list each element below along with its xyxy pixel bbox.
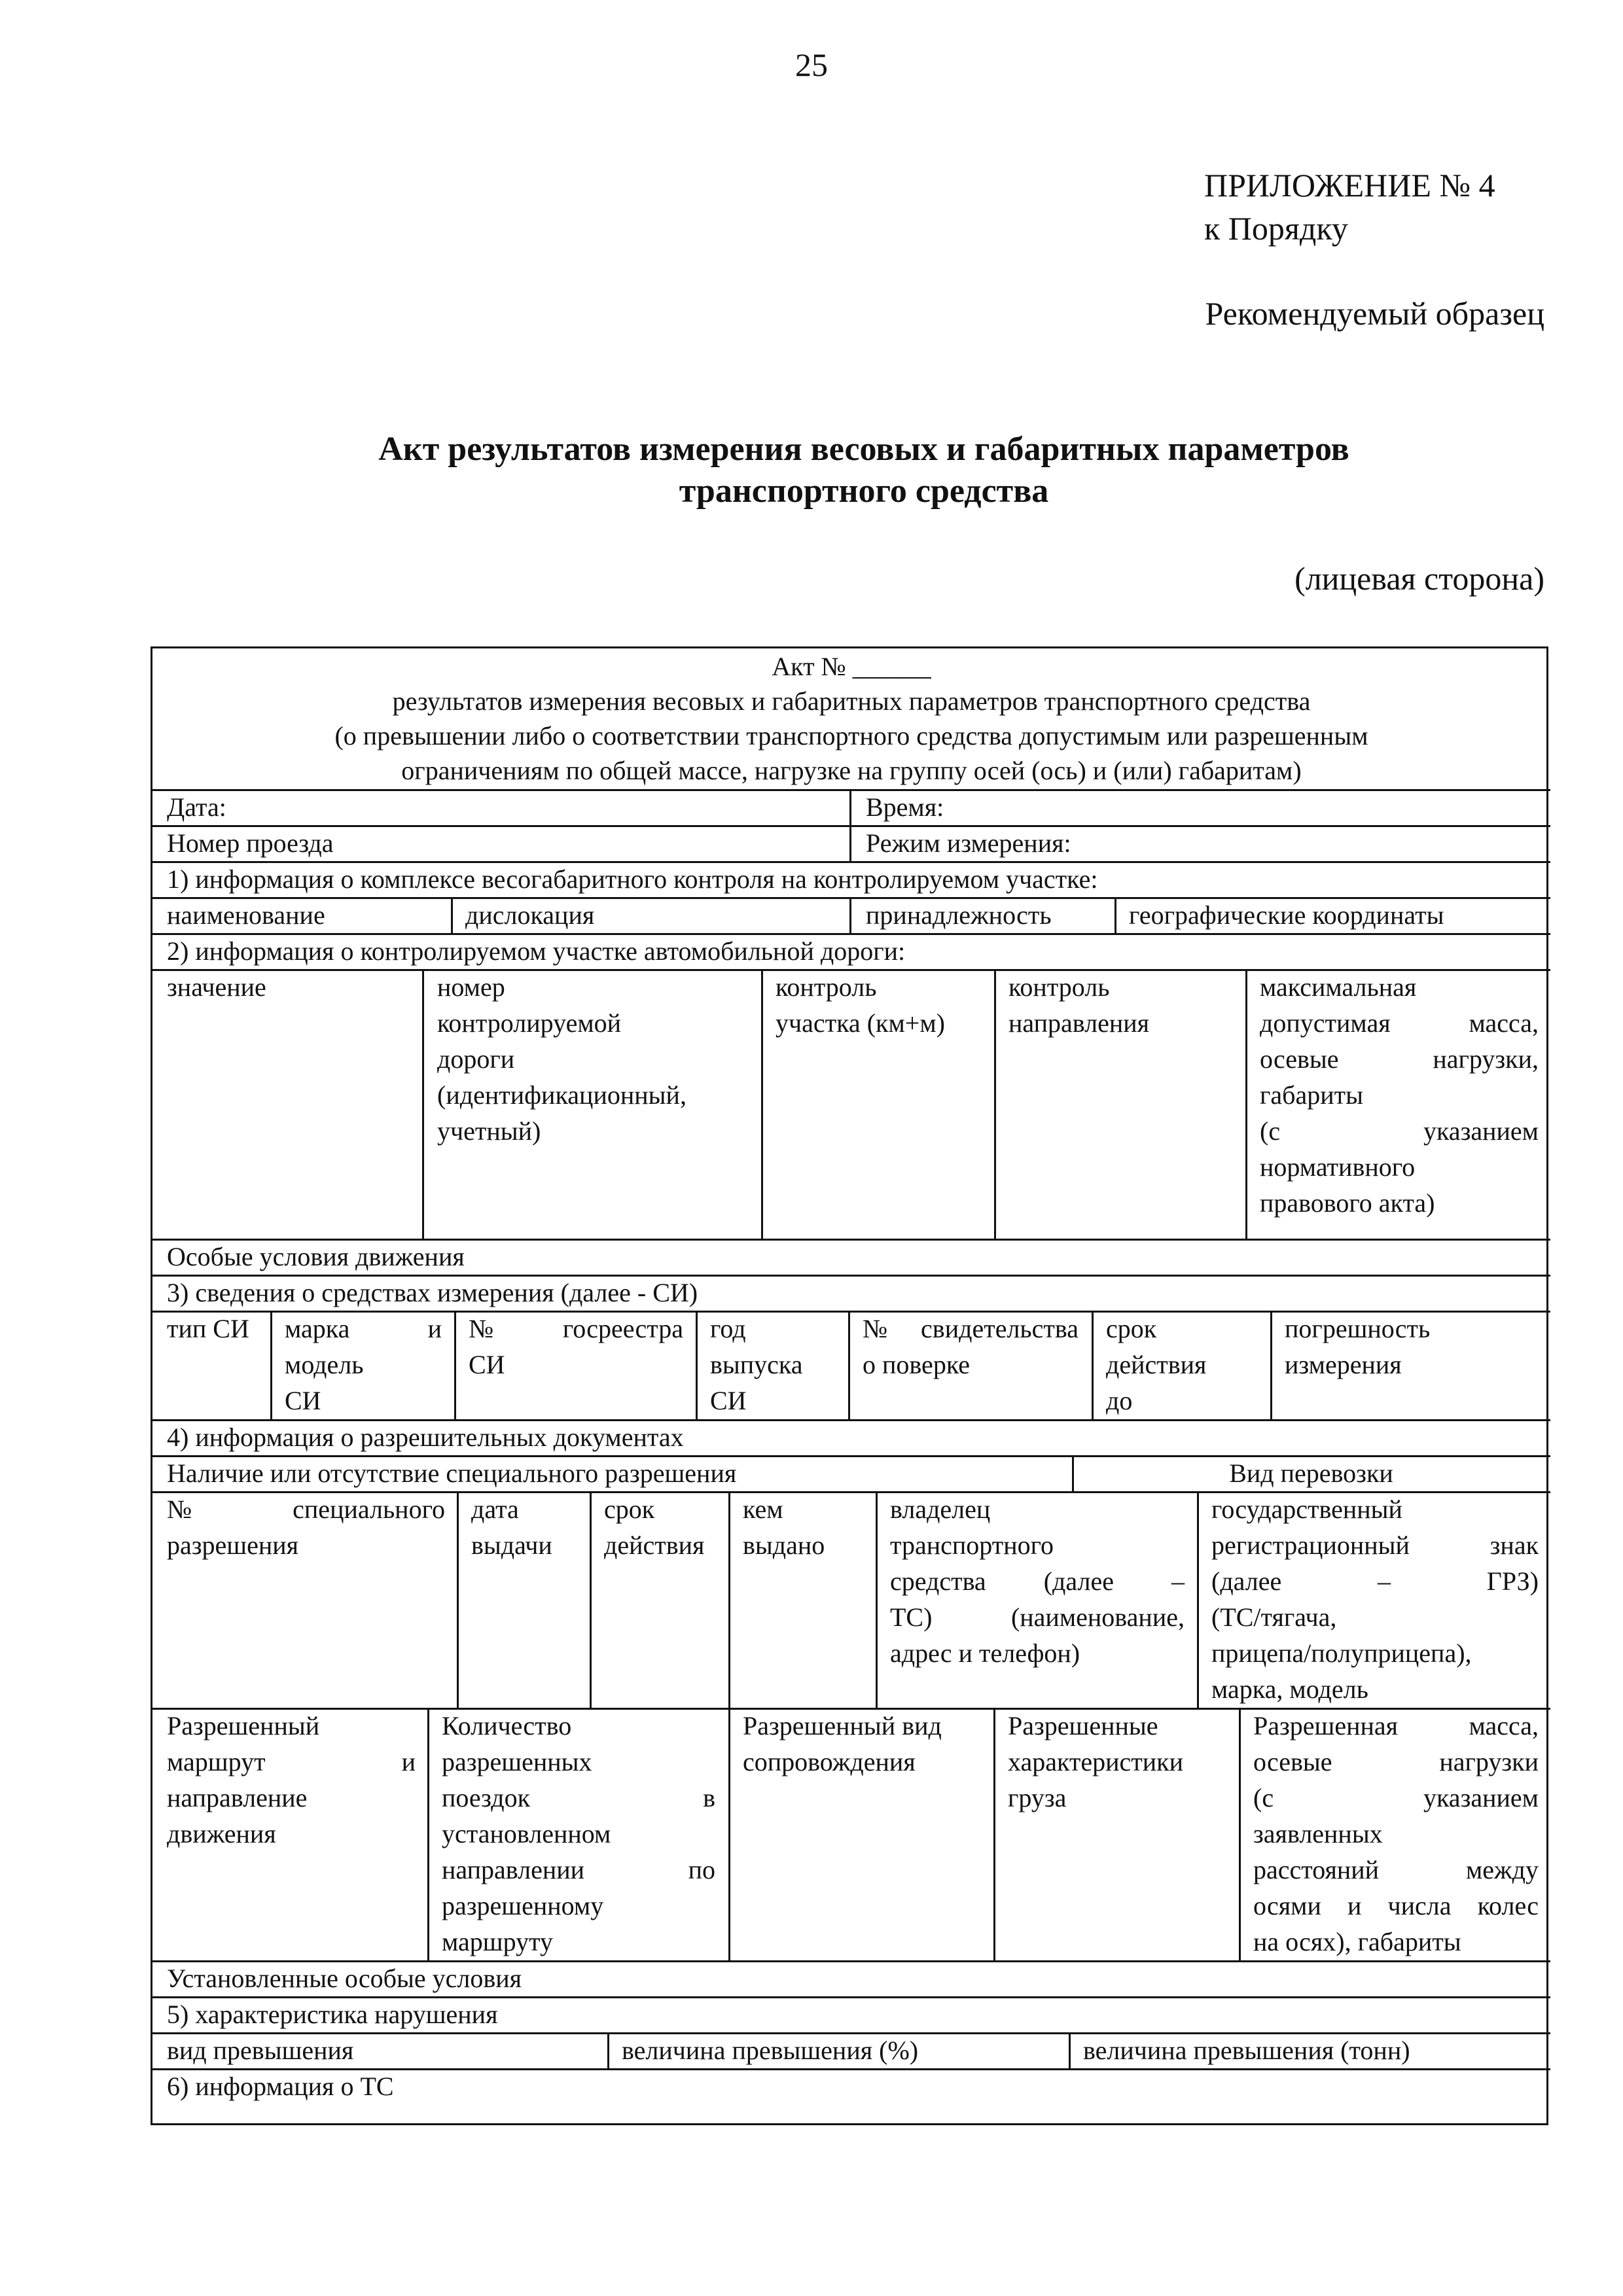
s3-col-year: год выпуска СИ	[710, 1314, 803, 1415]
s2-col-direction-control: контроль направления	[1008, 972, 1150, 1038]
act-subtitle-limits: ограничениям по общей массе, нагрузке на группу осей (ось) и (или) габаритам)	[401, 756, 1302, 785]
section6-title: 6) информация о ТС	[167, 2072, 394, 2101]
section5-title: 5) характеристика нарушения	[167, 2000, 498, 2029]
section3-title: 3) сведения о средствах измерения (далее - СИ)	[167, 1278, 698, 1307]
s4-col-escort: Разрешенный вид сопровождения	[743, 1711, 942, 1776]
section1-title: 1) информация о комплексе весогабаритного контроля на контролируемом участке:	[167, 864, 1098, 894]
s5-col-excess-tons: величина превышения (тонн)	[1083, 2036, 1410, 2065]
s2-col-max-mass: максимальная допустимая масса, осевые нагрузки, габариты (с указанием нормативного правового акта)	[1260, 972, 1539, 1218]
s4-col-issue-date: дата выдачи	[471, 1494, 552, 1560]
section4-title: 4) информация о разрешительных документах	[167, 1422, 684, 1452]
section2-title: 2) информация о контролируемом участке автомобильной дороги:	[167, 936, 906, 966]
established-special-conditions: Установленные особые условия	[167, 1964, 522, 1993]
s2-col-road-number: номер контролируемой дороги (идентификационный, учетный)	[437, 972, 687, 1146]
measurement-mode-label: Режим измерения:	[866, 828, 1071, 858]
s3-col-certificate: № свидетельства о поверке	[863, 1314, 1079, 1379]
s5-col-excess-percent: величина превышения (%)	[622, 2036, 919, 2065]
s1-col-location: дислокация	[465, 900, 595, 930]
s1-col-ownership: принадлежность	[866, 900, 1052, 930]
s4-col-permit-number: № специального разрешения	[167, 1494, 445, 1560]
s1-col-name: наименование	[167, 900, 325, 930]
s4-col-permit-validity: срок действия	[604, 1494, 705, 1560]
page-number: 25	[795, 46, 828, 83]
side-label: (лицевая сторона)	[1294, 560, 1544, 597]
time-label: Время:	[866, 792, 944, 822]
s3-col-model: марка и модель СИ	[285, 1314, 442, 1415]
transport-type-label: Вид перевозки	[1229, 1458, 1393, 1488]
recommended-sample-label: Рекомендуемый образец	[1205, 295, 1544, 332]
date-label: Дата:	[167, 792, 226, 822]
s4-col-trip-count: Количество разрешенных поездок в установленном направлении по разрешенному маршруту	[442, 1711, 715, 1956]
s4-col-vehicle-owner: владелец транспортного средства (далее – ТС) (наименование, адрес и телефон)	[890, 1494, 1185, 1668]
act-subtitle: результатов измерения весовых и габаритных параметров транспортного средства	[392, 686, 1311, 716]
special-traffic-conditions: Особые условия движения	[167, 1242, 465, 1271]
appendix-label	[1204, 164, 1495, 250]
s4-col-cargo: Разрешенные характеристики груза	[1008, 1711, 1184, 1812]
s4-col-issued-by: кем выдано	[743, 1494, 825, 1560]
act-form	[151, 646, 1548, 2125]
document-title-line1: Акт результатов измерения весовых и габаритных параметров	[378, 431, 1349, 468]
s5-col-violation-type: вид превышения	[167, 2036, 354, 2065]
pass-number-label: Номер проезда	[167, 828, 334, 858]
act-number-line: Акт № ______	[772, 652, 931, 681]
act-subtitle-condition: (о превышении либо о соответствии транспортного средства допустимым или разрешенным	[334, 721, 1368, 751]
document-title-line2: транспортного средства	[679, 472, 1049, 510]
s4-col-permitted-mass: Разрешенная масса, осевые нагрузки (с указанием заявленных расстояний между осями и числа колес на осях), габариты	[1253, 1711, 1539, 1956]
s2-col-value: значение	[167, 972, 266, 1002]
s3-col-registry: № госреестра СИ	[469, 1314, 683, 1379]
s1-col-coordinates: географические координаты	[1129, 900, 1444, 930]
special-permit-presence: Наличие или отсутствие специального разрешения	[167, 1458, 737, 1488]
s4-col-route: Разрешенный маршрут и направление движения	[167, 1711, 416, 1848]
s3-col-error: погрешность измерения	[1285, 1314, 1431, 1379]
appendix-number: ПРИЛОЖЕНИЕ № 4	[1204, 167, 1495, 203]
s2-col-section-control: контроль участка (км+м)	[776, 972, 945, 1038]
document-title	[0, 429, 1623, 512]
s3-col-type: тип СИ	[167, 1314, 249, 1343]
s4-col-registration-plate: государственный регистрационный знак (далее – ГРЗ) (ТС/тягача, прицепа/полуприцепа), марка, модель	[1211, 1494, 1539, 1704]
s3-col-validity: срок действия до	[1106, 1314, 1207, 1415]
appendix-reference: к Порядку	[1204, 210, 1348, 247]
